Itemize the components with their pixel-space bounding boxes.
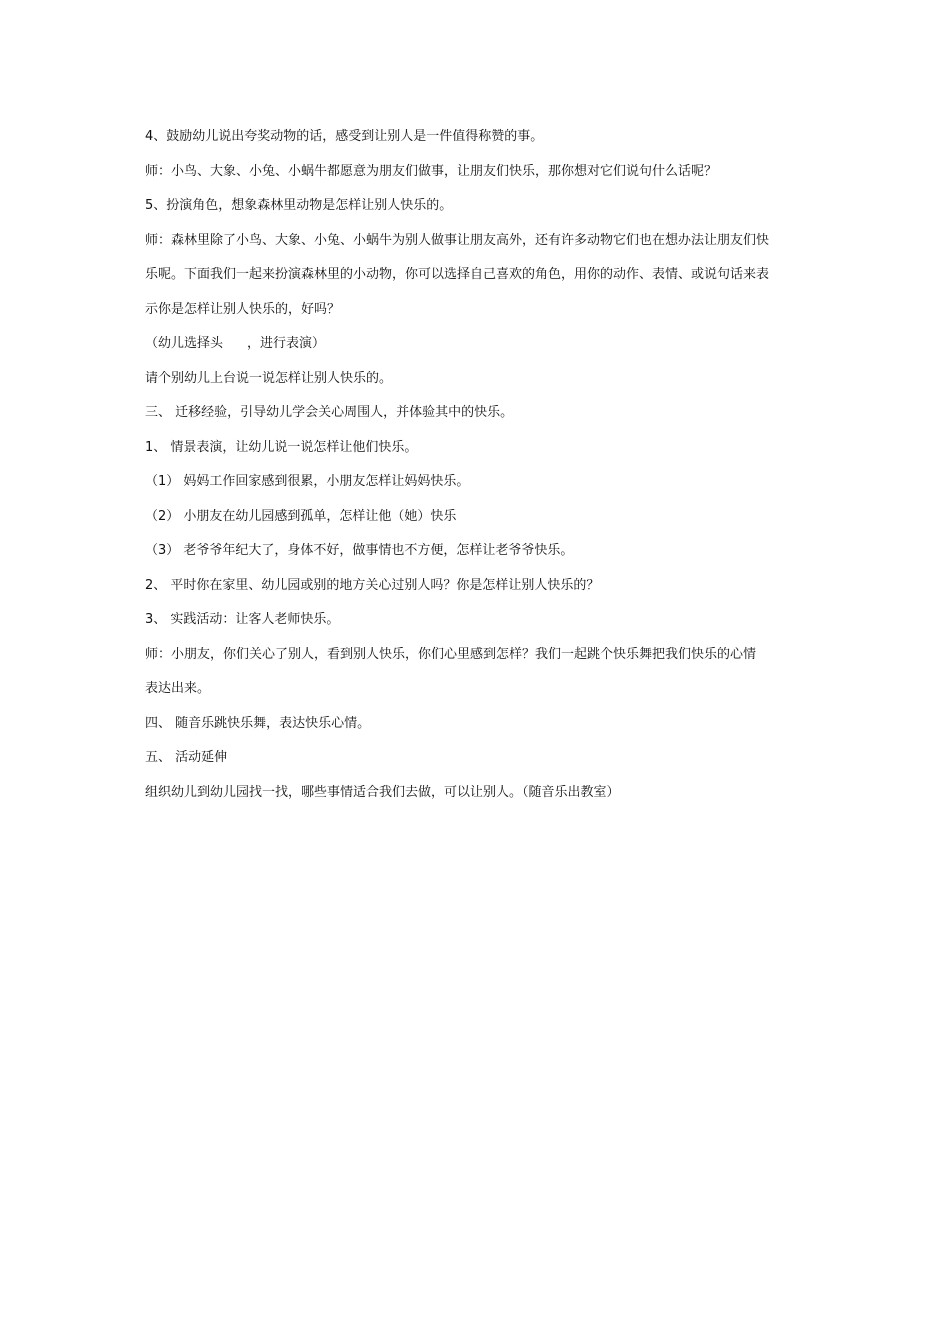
paragraph-line: 请个别幼儿上台说一说怎样让别人快乐的。 <box>145 370 393 386</box>
section-heading: 三、 迁移经验，引导幼儿学会关心周围人，并体验其中的快乐。 <box>145 405 514 420</box>
list-item: （1） 妈妈工作回家感到很累，小朋友怎样让妈妈快乐。 <box>145 474 470 489</box>
performance-text-before: （幼儿选择头 <box>145 336 224 351</box>
paragraph-line: 表达出来。 <box>145 681 211 696</box>
paragraph-line: 师：小朋友，你们关心了别人，看到别人快乐，你们心里感到怎样？我们一起跳个快乐舞把我们快乐的心情 <box>145 646 757 662</box>
paragraph-line: 示你是怎样让别人快乐的，好吗？ <box>145 301 341 317</box>
document-body <box>145 125 815 815</box>
paragraph-line: 2、 平时你在家里、幼儿园或别的地方关心过别人吗？你是怎样让别人快乐的？ <box>145 577 600 593</box>
paragraph-line: 师：小鸟、大象、小兔、小蜗牛都愿意为朋友们做事，让朋友们快乐，那你想对它们说句什么话呢？ <box>145 163 718 179</box>
list-item: （3） 老爷爷年纪大了，身体不好，做事情也不方便，怎样让老爷爷快乐。 <box>145 543 574 558</box>
paragraph-line: 师：森林里除了小鸟、大象、小兔、小蜗牛为别人做事让朋友高外，还有许多动物它们也在想办法让朋友们快 <box>145 232 770 248</box>
paragraph-line: 乐呢。下面我们一起来扮演森林里的小动物，你可以选择自己喜欢的角色，用你的动作、表情、或说句话来表 <box>145 267 770 282</box>
paragraph-line: 组织幼儿到幼儿园找一找，哪些事情适合我们去做，可以让别人。（随音乐出教室） <box>145 784 620 800</box>
paragraph-line: 4、鼓励幼儿说出夸奖动物的话，感受到让别人是一件值得称赞的事。 <box>145 129 544 144</box>
paragraph-line: 3、 实践活动：让客人老师快乐。 <box>145 612 340 627</box>
list-item: （2） 小朋友在幼儿园感到孤单，怎样让他（她）快乐 <box>145 508 457 524</box>
paragraph-line-performance <box>145 332 815 367</box>
section-heading: 四、 随音乐跳快乐舞，表达快乐心情。 <box>145 715 371 731</box>
paragraph-line: 1、 情景表演，让幼儿说一说怎样让他们快乐。 <box>145 439 418 455</box>
performance-text-after: ，进行表演） <box>247 336 326 351</box>
paragraph-line: 5、扮演角色，想象森林里动物是怎样让别人快乐的。 <box>145 198 453 213</box>
section-heading: 五、 活动延伸 <box>145 750 228 765</box>
